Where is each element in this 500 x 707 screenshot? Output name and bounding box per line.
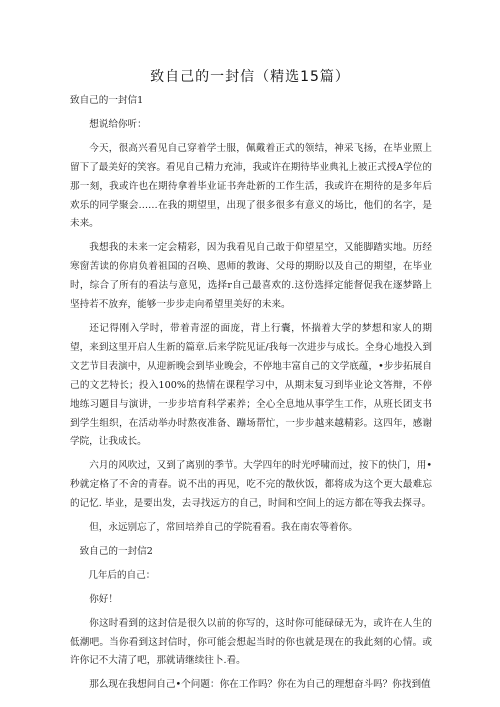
body-paragraph-2: 我想我的未来一定会精彩，因为我看见自己敢于仰望星空，又能脚踏实地。历经寒窗苦读的你肩负着祖国的召唤、恩师的教诲、父母的期盼以及自己的期望，在毕业时，综合了所有的看法与意见，选择r自己最喜欢的.这份选择定能督促我在逐梦路上坚持若不放弃，能够一步步走向希望里美好的未来。 <box>70 242 432 311</box>
body-paragraph-4: 六月的风吹过，又到了离别的季节。大学四年的时光呼啸而过，按下的快门，用•秒就定格了不舍的青春。说不出的再见，吃不完的散伙饭，都将成为这个更大最难忘的记忆. 毕业，是要出发，去寻找远方的自己，时间和空间上的远方都在等我去探寻。 <box>70 460 432 510</box>
salutation-1: 想说给你听： <box>89 118 147 130</box>
salutation-2: 几年后的自己： <box>88 569 156 581</box>
section-heading-1: 致自己的一封信1 <box>70 95 144 106</box>
body-paragraph-6: 你这时看到的这封信是很久以前的你写的，这时你可能碌碌无为，或许在人生的低潮吧。当你看到这封信时，你可能会想起当时的你也就是现在的我此刻的心情。或许你记不大清了吧，那就请继续往卜.看。 <box>70 617 432 667</box>
body-paragraph-3: 还记得刚入学时，带着青涩的面庞，背上行囊，怀揣着大学的梦想和家人的期望，来到这里开启人生新的篇章.后来学院见证/我每一次进步与成长。全身心地投入到文艺节目表演中，从迎新晚会到毕业晚会，不停地丰富自己的文学底蕴，•步步拓展自己的文艺特长；投入100%的热情在课程学习中，从期末复习到毕业论文答辩，不停地练习题目与演讲，一步步培育科学素养；全心全息地从事学生工作，从班长团支书到学生组织，在活动举办时熬夜准备、蹦场帮忙，一步步越来越精彩。这四年，感谢学院，让我成长。 <box>70 322 432 448</box>
document-title: 致自己的一封信（精选15篇） <box>150 69 350 85</box>
body-paragraph-7: 那么现在我想问自己•个问题：你在工作吗？你在为自己的理想奋斗吗？你找到值 <box>89 679 431 691</box>
document-body <box>70 92 432 700</box>
greeting: 你好！ <box>89 593 118 605</box>
body-paragraph-1: 今天，很高兴看见自己穿着学士服，佩戴着正式的领结，神采飞扬，在毕业照上留下了最美好的笑容。看见自己精力充沛，我或许在期待毕业典礼上被正式授A学位的那一刻，我或许也在期待拿着毕业证书奔赴新的工作生活，我或许在期待的是多年后欢乐的同学聚会……在我的期望里，出现了很多很多有意义的场比，他们的名字，是未来。 <box>70 142 432 230</box>
body-paragraph-5: 但，永远别忘了，常回培养自己的学院看看。我在南农等着你。 <box>89 522 358 534</box>
section-heading-2: 致自己的一封信2 <box>79 545 153 557</box>
